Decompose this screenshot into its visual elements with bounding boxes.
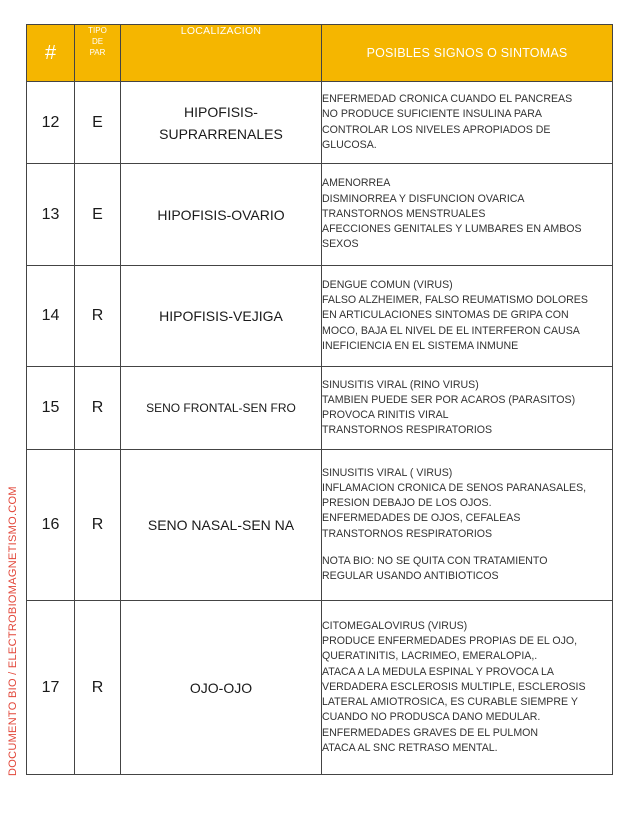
- sintoma-line: PROVOCA RINITIS VIRAL: [322, 409, 449, 421]
- localizacion-line: SUPRARRENALES: [159, 125, 283, 142]
- header-localizacion: LOCALIZACION: [121, 25, 322, 82]
- row-localizacion: [121, 164, 322, 266]
- sintoma-line: GLUCOSA.: [322, 138, 377, 151]
- symptoms-table: [26, 24, 613, 775]
- sintoma-line: TAMBIEN PUEDE SER POR ACAROS (PARASITOS): [322, 393, 576, 406]
- sintoma-line: DENGUE COMUN (VIRUS): [322, 278, 453, 291]
- row-number: 17: [27, 601, 75, 775]
- sintoma-line: TRANSTORNOS RESPIRATORIOS: [322, 424, 493, 437]
- sintoma-line: SEXOS: [322, 238, 359, 251]
- row-localizacion: [121, 450, 322, 601]
- sintoma-line: ENFERMEDAD CRONICA CUANDO EL PANCREAS: [322, 93, 573, 106]
- sintoma-line: SINUSITIS VIRAL (RINO VIRUS): [322, 378, 479, 391]
- sintoma-line: AFECCIONES GENITALES Y LUMBARES EN AMBOS: [322, 223, 582, 236]
- table-row: [27, 164, 613, 266]
- table-row: [27, 266, 613, 367]
- sintoma-line: PRODUCE ENFERMEDADES PROPIAS DE EL OJO,: [322, 635, 578, 648]
- table-header-row: [27, 25, 613, 82]
- row-tipo: R: [75, 367, 121, 450]
- table-row: [27, 367, 613, 450]
- side-watermark-text: DOCUMENTO BIO / ELECTROBIOMAGNETISMO.COM: [7, 486, 19, 776]
- row-sintomas: [322, 601, 613, 775]
- sintoma-line: TRANSTORNOS RESPIRATORIOS: [322, 527, 493, 540]
- sintoma-line: ATACA A LA MEDULA ESPINAL Y PROVOCA LA: [322, 665, 554, 678]
- row-number: 15: [27, 367, 75, 450]
- row-sintomas: [322, 164, 613, 266]
- row-number: 13: [27, 164, 75, 266]
- sintoma-line: AMENORREA: [322, 177, 391, 190]
- header-tipo: [75, 25, 121, 82]
- sintoma-line: LATERAL AMIOTROSICA, ES CURABLE SIEMPRE Y: [322, 696, 578, 709]
- localizacion-line: HIPOFISIS-: [184, 103, 258, 120]
- table-row: [27, 82, 613, 164]
- sintoma-line: ATACA AL SNC RETRASO MENTAL.: [322, 741, 498, 754]
- localizacion-line: SENO FRONTAL-SEN FRO: [146, 401, 296, 415]
- localizacion-line: HIPOFISIS-VEJIGA: [159, 308, 283, 324]
- sintoma-line: ENFERMEDADES GRAVES DE EL PULMON: [322, 726, 539, 739]
- row-number: 16: [27, 450, 75, 601]
- header-tipo-line: TIPO: [88, 26, 107, 35]
- row-tipo: R: [75, 450, 121, 601]
- localizacion-line: OJO-OJO: [189, 679, 253, 696]
- header-tipo-line: PAR: [89, 48, 106, 57]
- row-localizacion: [121, 601, 322, 775]
- row-tipo: R: [75, 601, 121, 775]
- sintoma-line: MOCO, BAJA EL NIVEL DE EL INTERFERON CAUSA: [322, 324, 580, 337]
- row-sintomas: [322, 266, 613, 367]
- nota-line: NOTA BIO: NO SE QUITA CON TRATAMIENTO: [322, 554, 548, 567]
- table-row: [27, 450, 613, 601]
- sintoma-line: PRESION DEBAJO DE LOS OJOS.: [322, 497, 492, 510]
- table-row: [27, 601, 613, 775]
- localizacion-line: SENO NASAL-SEN NA: [147, 517, 295, 533]
- sintoma-line: SINUSITIS VIRAL ( VIRUS): [322, 466, 453, 479]
- sintoma-line: FALSO ALZHEIMER, FALSO REUMATISMO DOLORES: [322, 294, 588, 307]
- spacer: [322, 542, 612, 554]
- row-tipo: E: [75, 164, 121, 266]
- row-localizacion: [121, 82, 322, 164]
- row-tipo: R: [75, 266, 121, 367]
- sintoma-line: TRANSTORNOS MENSTRUALES: [322, 207, 486, 220]
- row-sintomas: [322, 450, 613, 601]
- row-number: 12: [27, 82, 75, 164]
- sintoma-line: CONTROLAR LOS NIVELES APROPIADOS DE: [322, 123, 551, 136]
- row-number: 14: [27, 266, 75, 367]
- header-sintomas: POSIBLES SIGNOS O SINTOMAS: [322, 25, 613, 82]
- sintoma-line: NO PRODUCE SUFICIENTE INSULINA PARA: [322, 108, 542, 121]
- row-tipo: E: [75, 82, 121, 164]
- sintoma-line: CUANDO NO PRODUSCA DANO MEDULAR.: [322, 711, 541, 724]
- row-sintomas: [322, 367, 613, 450]
- sintoma-line: ENFERMEDADES DE OJOS, CEFALEAS: [322, 512, 521, 525]
- row-localizacion: [121, 266, 322, 367]
- sintoma-line: INEFICIENCIA EN EL SISTEMA INMUNE: [322, 339, 519, 352]
- localizacion-line: HIPOFISIS-OVARIO: [157, 206, 285, 223]
- row-localizacion: [121, 367, 322, 450]
- sintoma-line: VERDADERA ESCLEROSIS MULTIPLE, ESCLEROSIS: [322, 680, 586, 693]
- sintoma-line: EN ARTICULACIONES SINTOMAS DE GRIPA CON: [322, 309, 569, 322]
- row-sintomas: [322, 82, 613, 164]
- sintoma-line: CITOMEGALOVIRUS (VIRUS): [322, 620, 468, 633]
- header-number: #: [27, 25, 75, 82]
- header-tipo-line: DE: [91, 37, 104, 46]
- sintoma-line: DISMINORREA Y DISFUNCION OVARICA: [322, 192, 525, 205]
- nota-line: REGULAR USANDO ANTIBIOTICOS: [322, 570, 499, 582]
- sintoma-line: INFLAMACION CRONICA DE SENOS PARANASALES,: [322, 481, 587, 494]
- sintoma-line: QUERATINITIS, LACRIMEO, EMERALOPIA,.: [322, 650, 538, 663]
